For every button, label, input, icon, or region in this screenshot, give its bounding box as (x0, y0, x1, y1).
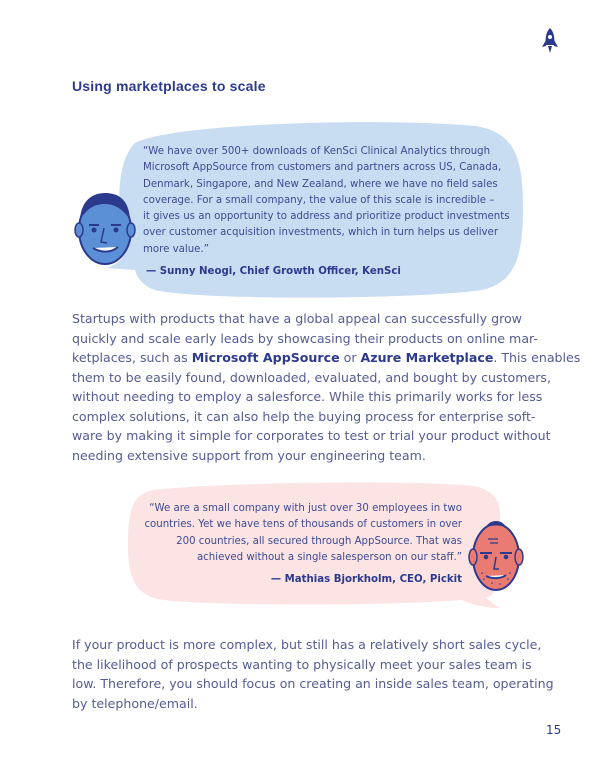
quote-line: Denmark, Singapore, and New Zealand, where we have no field sales (143, 178, 498, 190)
text-line: complex solutions, it can also help the buying process for enterprise soft- (72, 408, 536, 424)
text-line: quickly and scale early leads by showcasing their products on online mar- (72, 330, 538, 346)
quote-line: over customer acquisition investments, which in turn helps us deliver (143, 227, 499, 239)
quote-line: more value.” (143, 243, 209, 255)
quote-line: achieved without a single salesperson on our staff.” (196, 551, 462, 563)
text-line: If your product is more complex, but still has a relatively short sales cycle, (72, 637, 542, 652)
text-line: without needing to employ a salesforce. While this primarily works for less (72, 389, 543, 404)
quote-line: countries. Yet we have tens of thousands of customers in over (144, 519, 462, 531)
quote-line: 200 countries, all secured through AppSource. That was (176, 535, 462, 547)
avatar-sunny-neogi (73, 190, 137, 266)
quote-line: “We are a small company with just over 30 employees in two (149, 503, 462, 514)
quote-line: coverage. For a small company, the value of this scale is incredible – (143, 194, 495, 206)
section-heading: Using marketplaces to scale (72, 78, 266, 94)
text-span: . This enables (493, 350, 581, 365)
text-line (72, 348, 580, 368)
text-line: needing extensive support from your engineering team. (72, 447, 426, 463)
avatar-mathias-bjorkholm (468, 517, 524, 593)
quote-attribution: — Mathias Bjorkholm, CEO, Pickit (270, 574, 462, 586)
text-span: ketplaces, such as (72, 350, 192, 365)
text-line: them to be easily found, downloaded, evaluated, and bought by customers, (72, 369, 551, 385)
azure-marketplace-emphasis: Azure Marketplace (360, 350, 494, 365)
quote-kensci (143, 144, 510, 280)
text-span: or (339, 350, 361, 365)
quote-attribution: — Sunny Neogi, Chief Growth Officer, KenSci (146, 266, 401, 278)
text-line: the likelihood of prospects wanting to physically meet your sales team is (72, 656, 532, 672)
quote-line: Microsoft AppSource from customers and partners across US, Canada, (143, 162, 502, 174)
text-line: low. Therefore, you should focus on creating an inside sales team, operating (72, 676, 554, 691)
quote-line: “We have over 500+ downloads of KenSci Clinical Analytics through (143, 146, 491, 157)
page-number: 15 (546, 723, 562, 737)
text-line: ware by making it simple for corporates to test or trial your product without (72, 428, 551, 443)
quote-pickit (130, 501, 462, 588)
microsoft-appsource-emphasis: Microsoft AppSource (191, 350, 340, 365)
body-paragraph-1 (72, 309, 580, 465)
body-paragraph-2 (72, 635, 554, 713)
rocket-icon (540, 27, 560, 55)
text-line: by telephone/email. (72, 695, 198, 711)
quote-line: it gives us an opportunity to address and prioritize product investments (143, 211, 510, 223)
text-line: Startups with products that have a global appeal can successfully grow (72, 311, 522, 326)
